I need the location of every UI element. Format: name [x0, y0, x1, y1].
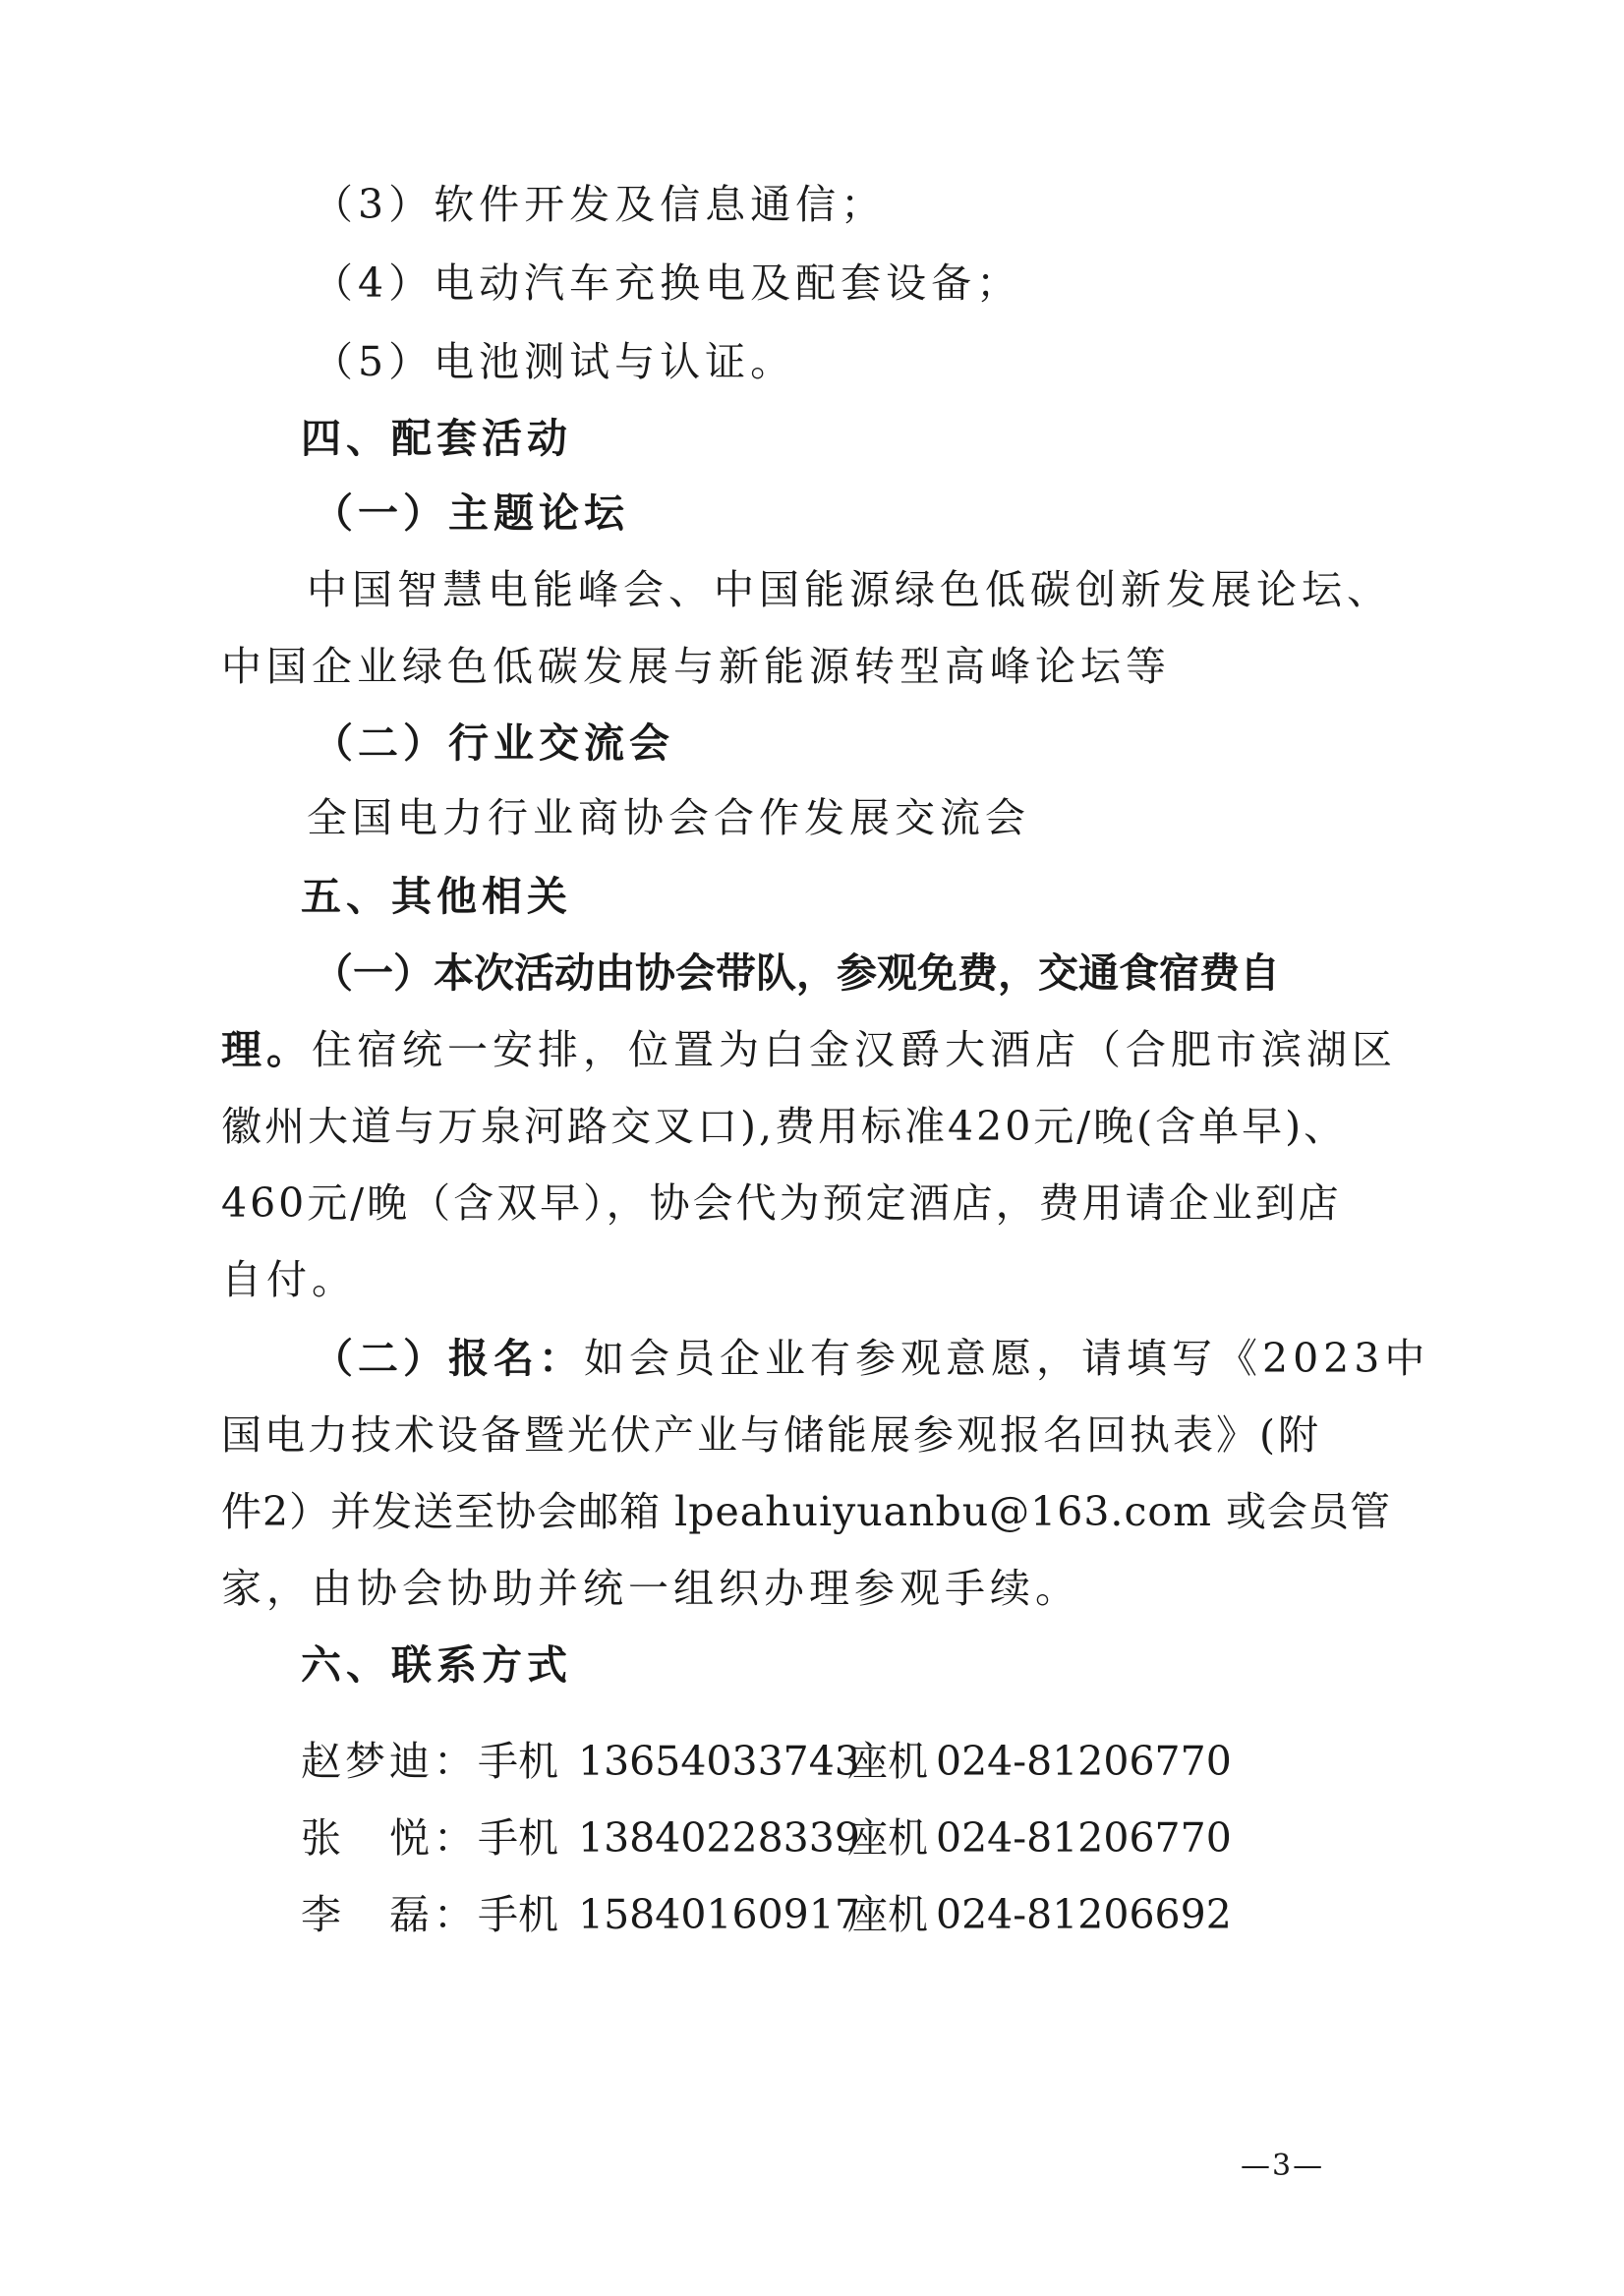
section-4-sub1-text-line2: 中国企业绿色低碳发展与新能源转型高峰论坛等 [221, 643, 1171, 690]
section-5-p2-text: 如会员企业有参观意愿，请填写《2023中 [584, 1335, 1430, 1382]
section-4-sub1-text-line1: 中国智慧电能峰会、中国能源绿色低碳创新发展论坛、 [307, 566, 1392, 613]
section-5-p1-line1 [313, 947, 1345, 999]
contact-name: 李 磊： [301, 1891, 478, 1938]
section-5-p2-line3: 件2）并发送至协会邮箱 lpeahuiyuanbu@163.com 或会员管 [221, 1488, 1392, 1535]
contact-phone: 024-81206692 [936, 1891, 1232, 1938]
contact-phone-label: 座机 [847, 1814, 928, 1862]
section-5-p1-bold-end: 理。 [221, 1026, 312, 1073]
contact-mobile: 13840228339 [578, 1814, 860, 1862]
contact-mobile-label: 手机 [478, 1814, 558, 1862]
section-5-p1-bold-text: （一）本次活动由协会带队，参观免费，交通食宿费自 [313, 949, 1280, 997]
contact-mobile-label: 手机 [478, 1738, 558, 1785]
section-5-p2-line1 [313, 1333, 1429, 1384]
section-4-sub2-text-line1: 全国电力行业商协会合作发展交流会 [307, 794, 1030, 841]
contact-phone-label: 座机 [847, 1891, 928, 1938]
contact-name: 赵梦迪： [301, 1738, 478, 1785]
section-5-p1-line4: 460元/晚（含双早），协会代为预定酒店，费用请企业到店 [221, 1179, 1342, 1227]
list-item-4: （4）电动汽车充换电及配套设备； [313, 259, 1022, 307]
section-6-heading: 六、联系方式 [301, 1641, 572, 1689]
contact-phone-label: 座机 [847, 1738, 928, 1785]
contact-row [301, 1736, 1232, 1787]
section-5-p1-line3: 徽州大道与万泉河路交叉口),费用标准420元/晚(含单早)、 [221, 1103, 1348, 1150]
section-5-p1-line5: 自付。 [221, 1256, 357, 1303]
page-number: —3— [1241, 2149, 1325, 2183]
contact-mobile: 13654033743 [578, 1738, 860, 1785]
contact-name: 张 悦： [301, 1814, 478, 1862]
contact-row [301, 1889, 1232, 1940]
section-5-p1-line2 [221, 1024, 1397, 1075]
section-4-sub1-heading: （一）主题论坛 [313, 489, 629, 537]
section-5-p2-line2: 国电力技术设备暨光伏产业与储能展参观报名回执表》(附 [221, 1411, 1321, 1459]
section-5-p1-text: 住宿统一安排，位置为白金汉爵大酒店（合肥市滨湖区 [312, 1026, 1397, 1073]
list-item-3: （3）软件开发及信息通信； [313, 181, 887, 228]
contact-phone: 024-81206770 [936, 1738, 1232, 1785]
section-4-heading: 四、配套活动 [301, 415, 572, 462]
contact-row [301, 1812, 1232, 1864]
contact-phone: 024-81206770 [936, 1814, 1232, 1862]
section-5-heading: 五、其他相关 [301, 873, 572, 920]
contact-mobile-label: 手机 [478, 1891, 558, 1938]
section-5-p2-line4: 家，由协会协助并统一组织办理参观手续。 [221, 1565, 1080, 1612]
list-item-5: （5）电池测试与认证。 [313, 338, 796, 385]
section-4-sub2-heading: （二）行业交流会 [313, 719, 674, 767]
section-5-p2-bold: （二）报名： [313, 1335, 584, 1382]
contact-mobile: 15840160917 [578, 1891, 860, 1938]
